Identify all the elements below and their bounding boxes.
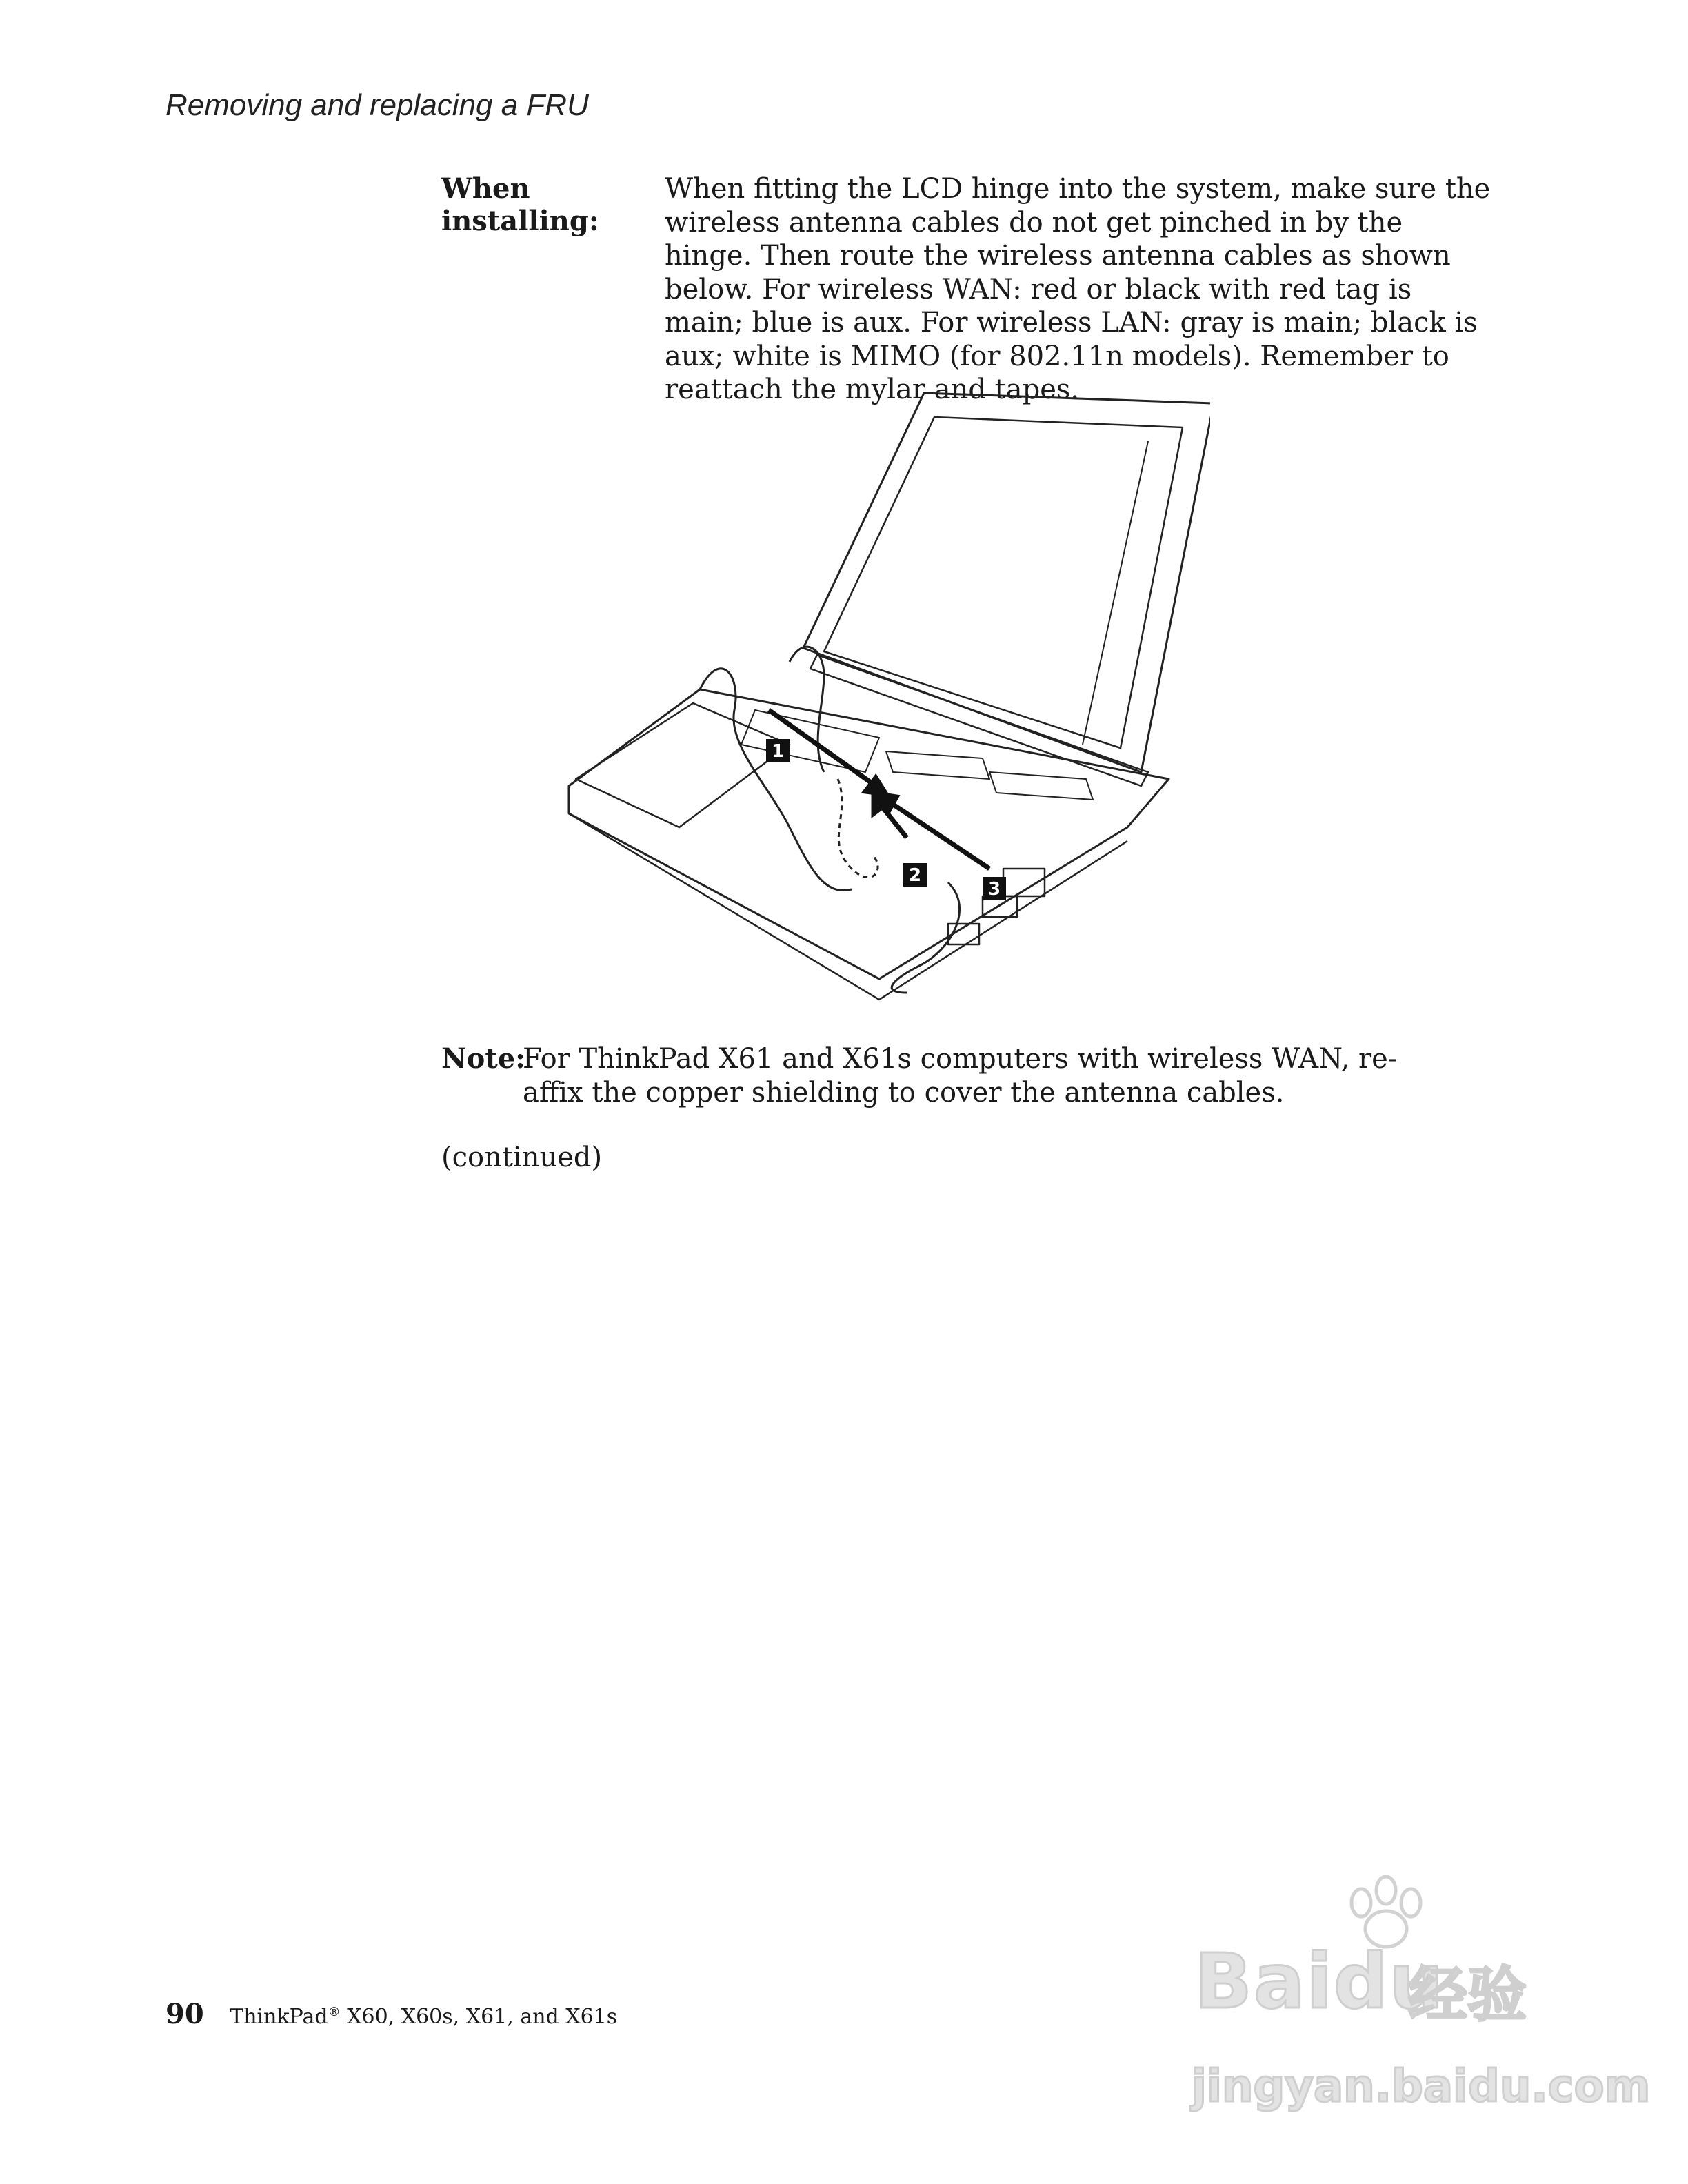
antenna-cable-main bbox=[700, 669, 852, 891]
book-title: ThinkPad bbox=[230, 2005, 328, 2029]
watermark-chinese: 经验 bbox=[1408, 1961, 1527, 2030]
callout-label-3: 3 bbox=[987, 879, 1001, 900]
lcd-lid-outline bbox=[803, 393, 1210, 772]
battery-pack bbox=[576, 703, 790, 827]
watermark-brand: Baidu bbox=[1194, 1937, 1445, 2025]
laptop-antenna-routing-figure bbox=[562, 386, 1210, 1007]
watermark-url: jingyan.baidu.com bbox=[1192, 2061, 1651, 2112]
continued-marker: (continued) bbox=[441, 1142, 603, 1173]
book-models: X60, X60s, X61, and X61s bbox=[347, 2005, 618, 2029]
installation-label: When installing: bbox=[441, 172, 599, 237]
installation-text: When fitting the LCD hinge into the system, make sure the wireless antenna cables do not get pinched in by the hinge. Then route the wireless antenna cables as shown below. For wireless WAN: red or black with red tag is main; blue is aux. For wireless LAN: gray is main; black is aux; white is MIMO (for 802.11n models). Remember to reattach the mylar and tapes. bbox=[665, 173, 1491, 405]
running-head: Removing and replacing a FRU bbox=[165, 88, 589, 122]
registered-mark: ® bbox=[328, 2005, 341, 2019]
antenna-cable-mimo bbox=[892, 882, 959, 993]
callout-label-1: 1 bbox=[771, 741, 785, 762]
page-number: 90 bbox=[165, 1998, 204, 2030]
callout-label-2: 2 bbox=[908, 865, 922, 886]
note-label: Note: bbox=[441, 1042, 525, 1075]
baidu-watermark bbox=[1180, 1875, 1651, 2165]
base-outline bbox=[569, 689, 1169, 979]
note-text: For ThinkPad X61 and X61s computers with wireless WAN, re-affix the copper shielding to cover the antenna cables. bbox=[523, 1043, 1398, 1109]
page-footer bbox=[165, 1998, 617, 2030]
lcd-screen bbox=[824, 417, 1183, 748]
laptop-diagram-svg bbox=[562, 386, 1210, 1007]
